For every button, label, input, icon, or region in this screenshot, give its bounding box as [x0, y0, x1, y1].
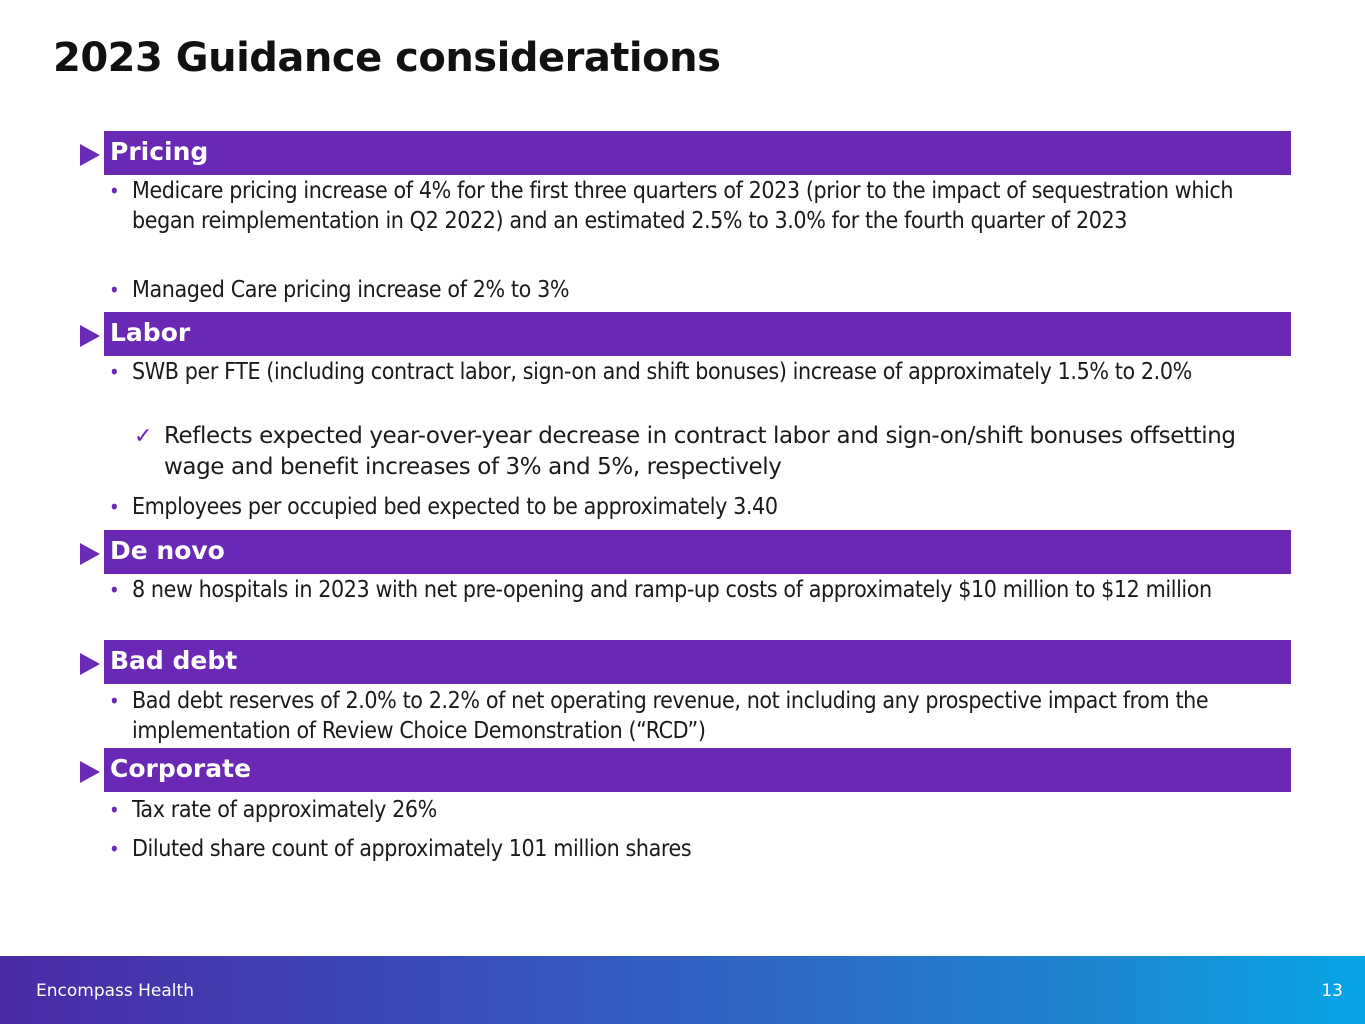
- section-title: Bad debt: [110, 646, 238, 675]
- play-arrow-icon: [80, 761, 100, 783]
- section-header-de-novo: [80, 530, 1291, 574]
- page-title: 2023 Guidance considerations: [53, 35, 721, 81]
- section-header-pricing: [80, 131, 1291, 175]
- bullet-text: Managed Care pricing increase of 2% to 3%: [132, 277, 570, 303]
- bullet-text: SWB per FTE (including contract labor, sign-on and shift bonuses) increase of approximately 1.5% to 2.0%: [132, 359, 1192, 385]
- list-item: [109, 795, 1289, 825]
- footer-brand: Encompass Health: [36, 981, 194, 1001]
- bullet-text: Tax rate of approximately 26%: [132, 797, 437, 823]
- section-header-bad-debt: [80, 640, 1291, 684]
- bullet-text: Employees per occupied bed expected to be approximately 3.40: [132, 494, 778, 520]
- bullet-icon: •: [109, 179, 120, 203]
- section-bar: [104, 640, 1291, 684]
- bullet-text: Diluted share count of approximately 101 million shares: [132, 836, 692, 862]
- play-arrow-icon: [80, 543, 100, 565]
- section-bar: [104, 131, 1291, 175]
- footer-bar: [0, 956, 1365, 1024]
- sub-bullet-text: Reflects expected year-over-year decrease in contract labor and sign-on/shift bonuses offsetting wage and benefit increases of 3% and 5%, respectively: [164, 423, 1236, 480]
- list-item: [109, 492, 1289, 522]
- section-header-labor: [80, 312, 1291, 356]
- list-item: [109, 275, 1289, 305]
- play-arrow-icon: [80, 653, 100, 675]
- section-title: De novo: [110, 536, 225, 565]
- bullet-icon: •: [109, 360, 120, 384]
- section-title: Labor: [110, 318, 191, 347]
- sub-list-item: [134, 421, 1254, 483]
- list-item: [109, 834, 1289, 864]
- list-item: [109, 575, 1289, 605]
- section-bar: [104, 748, 1291, 792]
- bullet-text: Bad debt reserves of 2.0% to 2.2% of net operating revenue, not including any prospective impact from the implementation of Review Choice Demonstration (“RCD”): [132, 688, 1209, 744]
- play-arrow-icon: [80, 144, 100, 166]
- section-title: Pricing: [110, 137, 209, 166]
- section-bar: [104, 530, 1291, 574]
- page-number: 13: [1321, 981, 1343, 1001]
- bullet-icon: •: [109, 798, 120, 822]
- bullet-icon: •: [109, 578, 120, 602]
- play-arrow-icon: [80, 325, 100, 347]
- bullet-text: Medicare pricing increase of 4% for the first three quarters of 2023 (prior to the impact of sequestration which began reimplementation in Q2 2022) and an estimated 2.5% to 3.0% for the fourth quarter of 2023: [132, 178, 1234, 234]
- section-header-corporate: [80, 748, 1291, 792]
- list-item: [109, 357, 1289, 387]
- section-title: Corporate: [110, 754, 252, 783]
- list-item: [109, 686, 1289, 746]
- bullet-text: 8 new hospitals in 2023 with net pre-opening and ramp-up costs of approximately $10 million to $12 million: [132, 577, 1212, 603]
- bullet-icon: •: [109, 837, 120, 861]
- bullet-icon: •: [109, 495, 120, 519]
- checkmark-icon: ✓: [134, 424, 153, 449]
- bullet-icon: •: [109, 278, 120, 302]
- list-item: [109, 176, 1289, 236]
- section-bar: [104, 312, 1291, 356]
- bullet-icon: •: [109, 689, 120, 713]
